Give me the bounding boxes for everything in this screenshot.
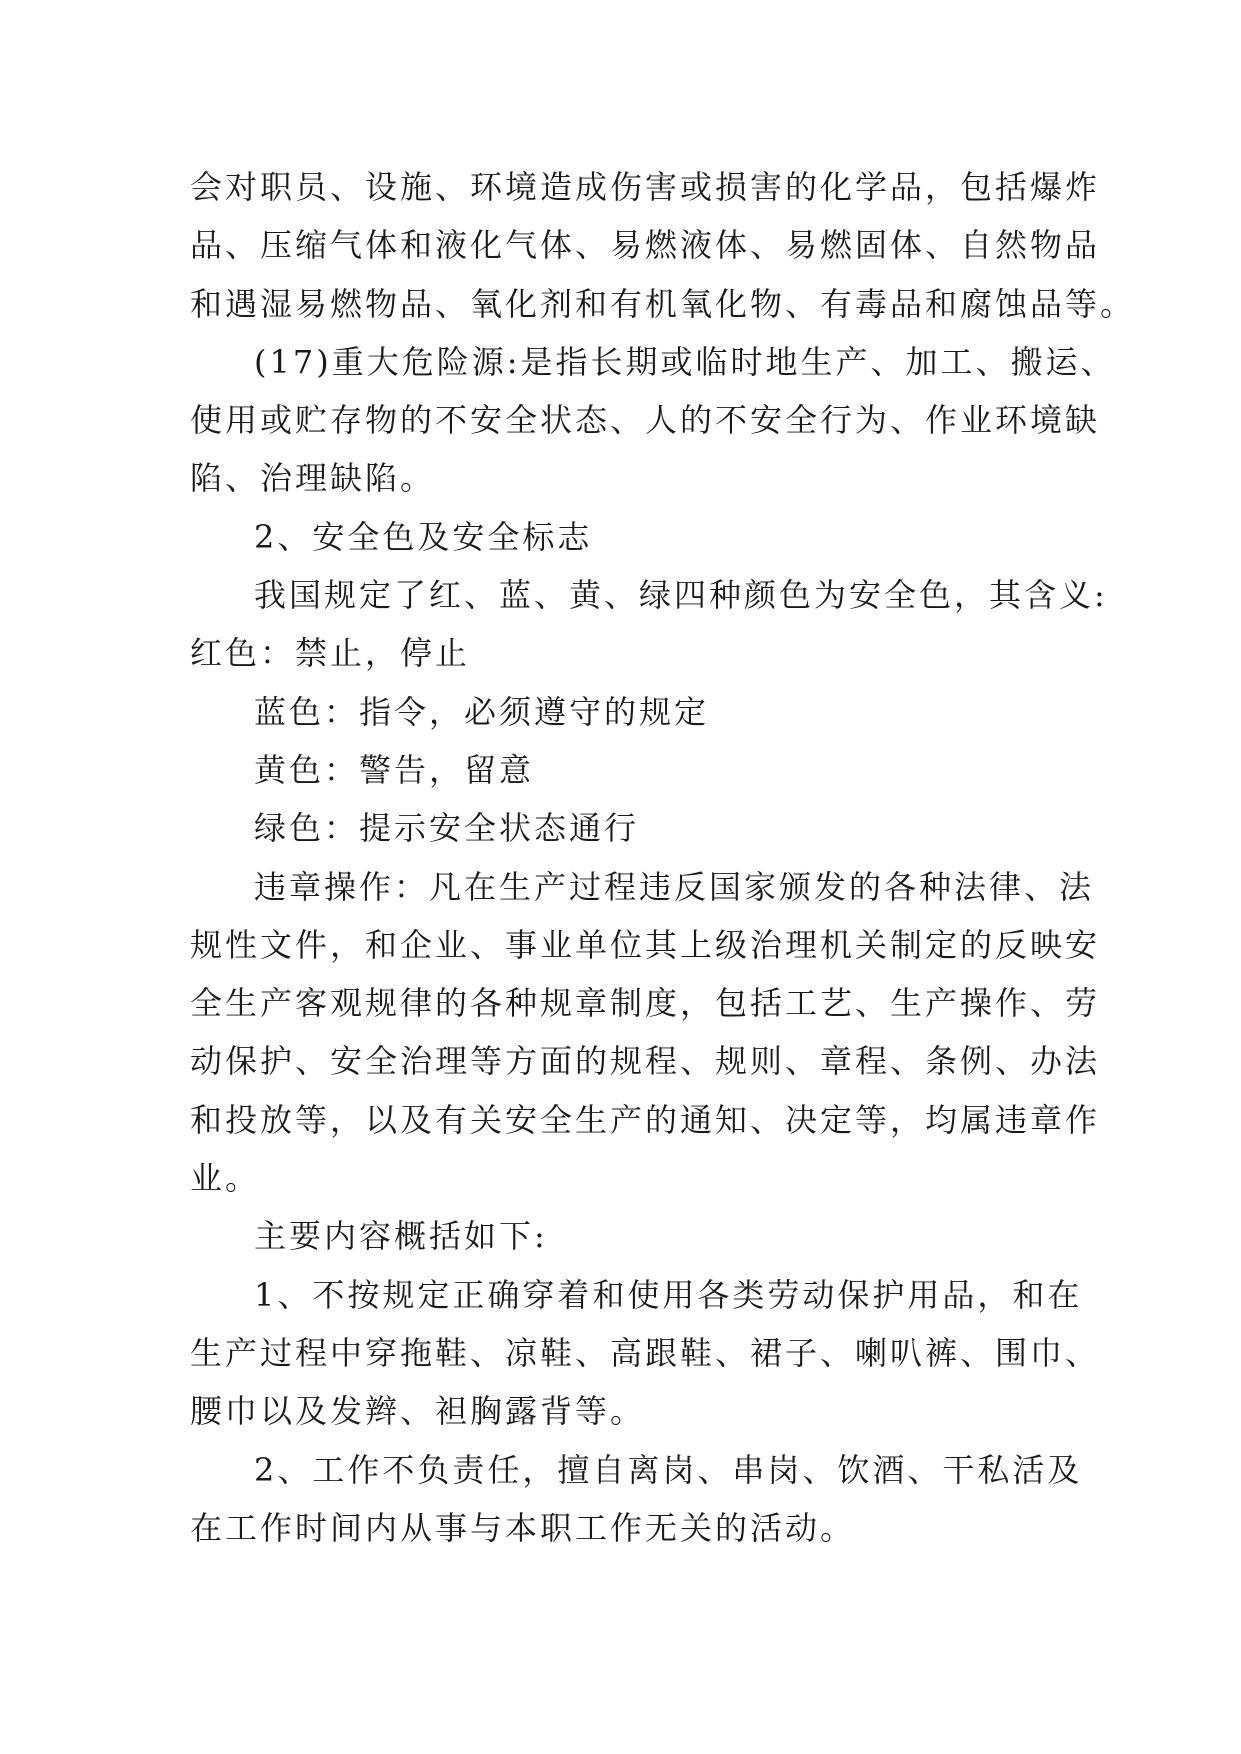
text-line: 我国规定了红、蓝、黄、绿四种颜色为安全色，其含义: [254,576,1108,615]
section-heading: 2、安全色及安全标志 [254,517,593,556]
text-line: 使用或贮存物的不安全状态、人的不安全行为、作业环境缺 [190,401,1101,440]
document-body [190,158,1136,1557]
text-line: 违章操作：凡在生产过程违反国家颁发的各种法律、法 [254,867,1095,906]
text-line: 蓝色：指令，必须遵守的规定 [254,692,710,731]
text-line: 主要内容概括如下: [254,1217,548,1256]
text-line: 业。 [190,1159,261,1198]
text-line: 生产过程中穿拖鞋、凉鞋、高跟鞋、裙子、喇叭裤、围巾、 [190,1333,1101,1372]
text-line: 2、工作不负责任，擅自离岗、串岗、饮酒、干私活及 [254,1450,1083,1489]
text-line: 品、压缩气体和液化气体、易燃液体、易燃固体、自然物品 [190,226,1101,265]
text-line: 全生产客观规律的各种规章制度，包括工艺、生产操作、劳 [190,984,1101,1023]
text-line: 绿色：提示安全状态通行 [254,809,640,848]
text-line: 陷、治理缺陷。 [190,459,436,498]
text-line: 和遇湿易燃物品、氧化剂和有机氧化物、有毒品和腐蚀品等。 [190,284,1136,323]
text-line: 规性文件，和企业、事业单位其上级治理机关制定的反映安 [190,925,1101,964]
text-line: 动保护、安全治理等方面的规程、规则、章程、条例、办法 [190,1042,1101,1081]
text-line: 在工作时间内从事与本职工作无关的活动。 [190,1508,856,1547]
text-line: 和投放等，以及有关安全生产的通知、决定等，均属违章作 [190,1100,1101,1139]
text-line: 红色：禁止，停止 [190,634,471,673]
text-line: (17)重大危险源:是指长期或临时地生产、加工、搬运、 [254,342,1116,381]
text-line: 会对职员、设施、环境造成伤害或损害的化学品，包括爆炸 [190,168,1101,206]
text-line: 1、不按规定正确穿着和使用各类劳动保护用品，和在 [254,1275,1083,1314]
text-line: 腰巾以及发辫、袒胸露背等。 [190,1392,646,1431]
text-line: 黄色：警告，留意 [254,750,535,789]
